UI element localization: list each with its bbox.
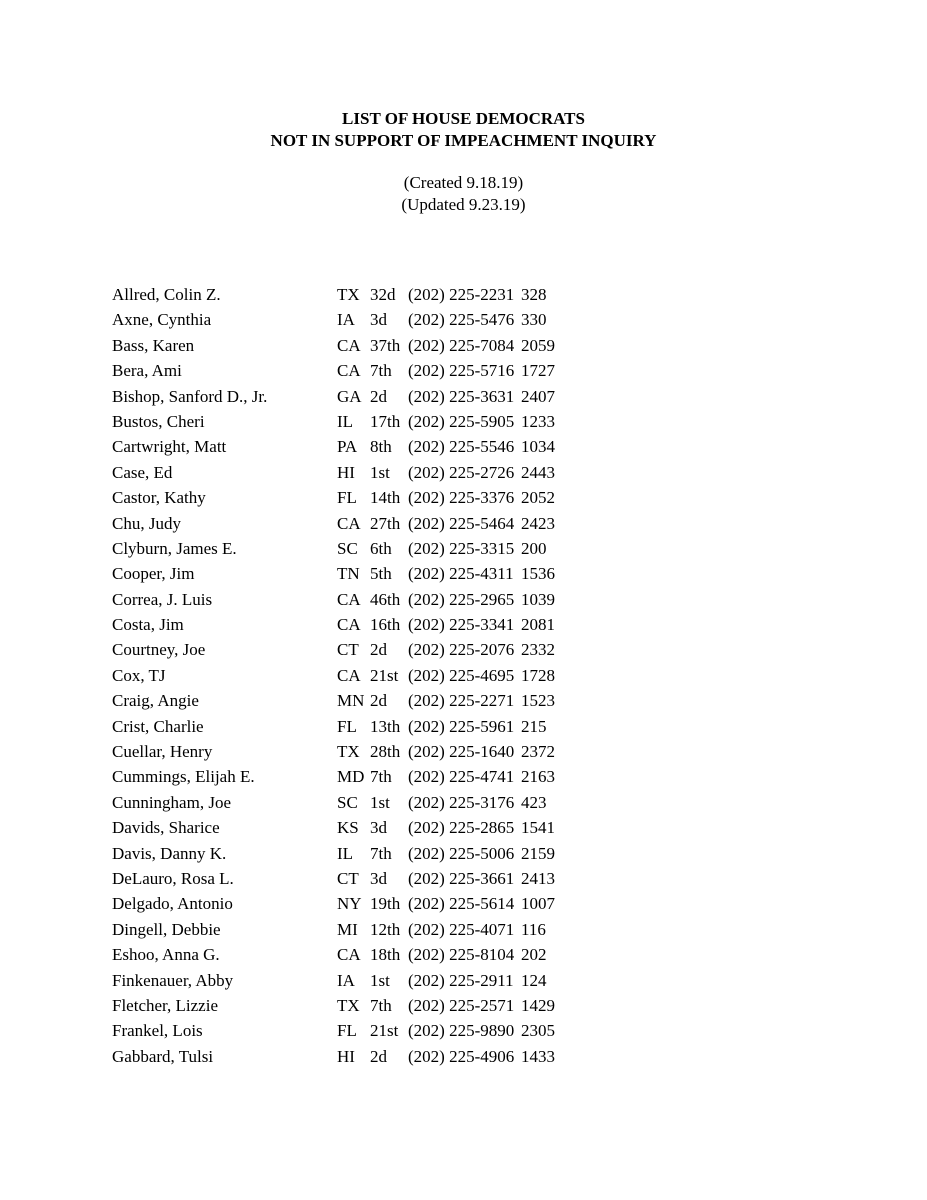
member-phone: (202) 225-5476 — [408, 310, 515, 330]
member-state: FL — [337, 716, 357, 736]
member-room: 1429 — [521, 995, 555, 1015]
member-state: NY — [337, 894, 362, 914]
member-room: 2423 — [521, 513, 555, 533]
member-state: PA — [337, 437, 358, 457]
member-name: Clyburn, James E. — [112, 538, 237, 558]
member-phone: (202) 225-5464 — [408, 513, 515, 533]
member-phone: (202) 225-5614 — [408, 894, 515, 914]
member-state: SC — [337, 538, 358, 558]
member-district: 2d — [370, 640, 387, 660]
member-state: MD — [337, 767, 365, 787]
member-room: 1039 — [521, 589, 555, 609]
member-state: KS — [337, 818, 359, 838]
member-phone: (202) 225-3661 — [408, 868, 515, 888]
title-line-2: NOT IN SUPPORT OF IMPEACHMENT INQUIRY — [270, 131, 657, 150]
member-state: IL — [337, 843, 354, 863]
member-district: 7th — [370, 843, 392, 863]
member-room: 2059 — [521, 335, 555, 355]
member-name: Eshoo, Anna G. — [112, 945, 220, 965]
member-district: 46th — [370, 589, 401, 609]
member-phone: (202) 225-2911 — [408, 970, 514, 990]
member-state: CT — [337, 640, 359, 660]
member-room: 1541 — [521, 818, 555, 838]
member-room: 1523 — [521, 691, 555, 711]
member-district: 12th — [370, 919, 401, 939]
member-state: CA — [337, 945, 361, 965]
member-name: Crist, Charlie — [112, 716, 204, 736]
member-district: 8th — [370, 437, 392, 457]
member-name: Allred, Colin Z. — [112, 285, 221, 304]
member-name: Cooper, Jim — [112, 564, 195, 584]
updated-date: (Updated 9.23.19) — [401, 195, 526, 214]
member-district: 2d — [370, 1046, 387, 1066]
title-line-1: LIST OF HOUSE DEMOCRATS — [342, 109, 585, 128]
member-name: Cartwright, Matt — [112, 437, 227, 457]
member-room: 423 — [521, 792, 547, 812]
member-district: 28th — [370, 742, 401, 762]
member-phone: (202) 225-2271 — [408, 691, 515, 711]
member-district: 19th — [370, 894, 401, 914]
member-district: 27th — [370, 513, 401, 533]
member-room: 215 — [521, 716, 547, 736]
member-state: MI — [337, 919, 358, 939]
member-district: 2d — [370, 691, 387, 711]
member-phone: (202) 225-4741 — [408, 767, 515, 787]
member-district: 17th — [370, 411, 401, 431]
member-state: IL — [337, 411, 354, 431]
member-district: 1st — [370, 792, 390, 812]
member-name: Cummings, Elijah E. — [112, 767, 255, 787]
member-room: 2372 — [521, 742, 555, 762]
member-phone: (202) 225-8104 — [408, 945, 515, 965]
member-district: 3d — [370, 868, 387, 888]
member-room: 116 — [521, 919, 546, 939]
member-room: 328 — [521, 285, 547, 304]
member-name: Dingell, Debbie — [112, 919, 221, 939]
member-state: FL — [337, 488, 357, 508]
member-room: 2332 — [521, 640, 555, 660]
member-room: 1728 — [521, 665, 555, 685]
member-name: Craig, Angie — [112, 691, 199, 711]
member-name: Cox, TJ — [112, 665, 166, 685]
member-state: FL — [337, 1021, 357, 1041]
member-room: 2407 — [521, 386, 555, 406]
member-room: 2413 — [521, 868, 555, 888]
member-name: Finkenauer, Abby — [112, 970, 234, 990]
member-name: DeLauro, Rosa L. — [112, 868, 234, 888]
member-district: 16th — [370, 615, 401, 635]
member-state: HI — [337, 462, 355, 482]
member-district: 7th — [370, 767, 392, 787]
member-room: 1727 — [521, 361, 555, 381]
member-phone: (202) 225-9890 — [408, 1021, 515, 1041]
member-phone: (202) 225-3315 — [408, 538, 515, 558]
member-name: Bishop, Sanford D., Jr. — [112, 386, 268, 406]
document-title — [0, 108, 927, 152]
member-name: Axne, Cynthia — [112, 310, 212, 330]
member-phone: (202) 225-4071 — [408, 919, 515, 939]
member-room: 1536 — [521, 564, 555, 584]
member-state: MN — [337, 691, 365, 711]
member-state: CA — [337, 589, 361, 609]
member-name: Case, Ed — [112, 462, 173, 482]
member-state: HI — [337, 1046, 355, 1066]
member-room: 1233 — [521, 411, 555, 431]
member-room: 200 — [521, 538, 547, 558]
member-room: 2443 — [521, 462, 555, 482]
document-dates — [0, 172, 927, 216]
member-phone: (202) 225-5961 — [408, 716, 515, 736]
member-phone: (202) 225-5905 — [408, 411, 515, 431]
member-name: Bera, Ami — [112, 361, 182, 381]
member-phone: (202) 225-2231 — [408, 285, 515, 304]
member-district: 37th — [370, 335, 401, 355]
member-state: TX — [337, 995, 360, 1015]
member-phone: (202) 225-2865 — [408, 818, 515, 838]
member-state: CA — [337, 335, 361, 355]
member-phone: (202) 225-4906 — [408, 1046, 515, 1066]
member-phone: (202) 225-2726 — [408, 462, 515, 482]
member-phone: (202) 225-3376 — [408, 488, 515, 508]
member-district: 21st — [370, 665, 399, 685]
member-district: 5th — [370, 564, 392, 584]
created-date: (Created 9.18.19) — [403, 173, 524, 192]
member-phone: (202) 225-5006 — [408, 843, 515, 863]
member-district: 18th — [370, 945, 401, 965]
member-name: Bustos, Cheri — [112, 411, 205, 431]
member-room: 202 — [521, 945, 547, 965]
member-name: Davids, Sharice — [112, 818, 220, 838]
member-state: TX — [337, 742, 360, 762]
member-phone: (202) 225-2076 — [408, 640, 515, 660]
member-district: 6th — [370, 538, 392, 558]
member-state: TX — [337, 285, 360, 304]
member-name: Costa, Jim — [112, 615, 184, 635]
member-room: 124 — [521, 970, 547, 990]
member-room: 2305 — [521, 1021, 555, 1041]
member-name: Correa, J. Luis — [112, 589, 213, 609]
member-name: Delgado, Antonio — [112, 894, 233, 914]
member-state: IA — [337, 970, 355, 990]
member-room: 1007 — [521, 894, 555, 914]
member-district: 7th — [370, 995, 392, 1015]
member-phone: (202) 225-2571 — [408, 995, 515, 1015]
member-district: 21st — [370, 1021, 399, 1041]
member-phone: (202) 225-3631 — [408, 386, 515, 406]
member-phone: (202) 225-3341 — [408, 615, 515, 635]
member-state: GA — [337, 386, 362, 406]
member-state: CA — [337, 513, 361, 533]
member-phone: (202) 225-2965 — [408, 589, 515, 609]
member-district: 7th — [370, 361, 392, 381]
member-state: CA — [337, 361, 361, 381]
member-phone: (202) 225-4695 — [408, 665, 515, 685]
member-room: 2052 — [521, 488, 555, 508]
member-name: Frankel, Lois — [112, 1021, 203, 1041]
member-district: 14th — [370, 488, 401, 508]
member-room: 1433 — [521, 1046, 555, 1066]
member-district: 2d — [370, 386, 387, 406]
member-name: Cuellar, Henry — [112, 742, 213, 762]
member-room: 2163 — [521, 767, 555, 787]
member-room: 330 — [521, 310, 547, 330]
member-name: Courtney, Joe — [112, 640, 206, 660]
member-district: 1st — [370, 462, 390, 482]
member-state: TN — [337, 564, 360, 584]
member-state: CT — [337, 868, 359, 888]
member-room: 2081 — [521, 615, 555, 635]
member-name: Bass, Karen — [112, 335, 195, 355]
member-name: Castor, Kathy — [112, 488, 206, 508]
member-name: Chu, Judy — [112, 513, 181, 533]
member-phone: (202) 225-3176 — [408, 792, 515, 812]
member-phone: (202) 225-7084 — [408, 335, 515, 355]
member-district: 3d — [370, 818, 387, 838]
member-state: CA — [337, 615, 361, 635]
member-name: Fletcher, Lizzie — [112, 995, 218, 1015]
member-phone: (202) 225-1640 — [408, 742, 515, 762]
member-district: 32d — [370, 285, 396, 304]
member-phone: (202) 225-5716 — [408, 361, 515, 381]
member-district: 1st — [370, 970, 390, 990]
member-name: Gabbard, Tulsi — [112, 1046, 214, 1066]
member-phone: (202) 225-4311 — [408, 564, 514, 584]
member-state: IA — [337, 310, 355, 330]
member-phone: (202) 225-5546 — [408, 437, 515, 457]
member-state: SC — [337, 792, 358, 812]
member-room: 1034 — [521, 437, 555, 457]
member-district: 13th — [370, 716, 401, 736]
member-state: CA — [337, 665, 361, 685]
member-room: 2159 — [521, 843, 555, 863]
member-name: Davis, Danny K. — [112, 843, 227, 863]
member-name: Cunningham, Joe — [112, 792, 231, 812]
member-district: 3d — [370, 310, 387, 330]
